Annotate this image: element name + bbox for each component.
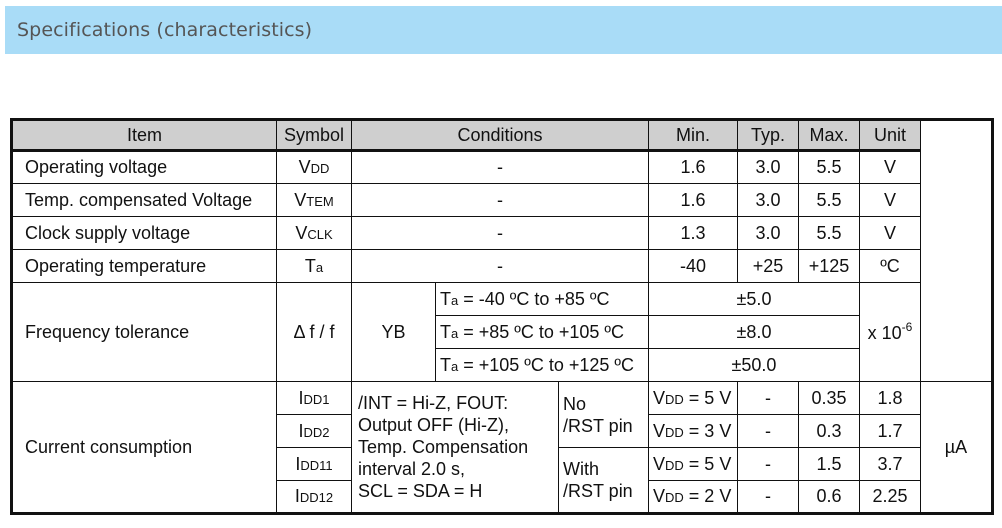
row-max: 5.5 [799,184,860,217]
current-vdd: VDD = 5 V [649,448,738,481]
row-unit: ºC [860,250,921,283]
row-max: 3.7 [860,448,921,481]
current-symbol: IDD1 [277,382,352,415]
table-row [12,151,993,184]
row-item: Operating voltage [12,151,277,184]
row-unit: V [860,151,921,184]
row-typ: 3.0 [738,151,799,184]
row-symbol: VCLK [277,217,352,250]
header-max: Max. [799,120,860,151]
row-max: 1.8 [860,382,921,415]
row-unit: V [860,217,921,250]
current-unit: µA [921,382,993,514]
row-conditions: - [352,151,649,184]
row-max: 5.5 [799,151,860,184]
freq-symbol: Δ f / f [277,283,352,382]
row-conditions: - [352,184,649,217]
row-unit: V [860,184,921,217]
freq-unit: x $10^{-6}$ [860,283,921,382]
freq-grade: YB [352,283,436,382]
row-min: 1.6 [649,151,738,184]
row-max: 5.5 [799,217,860,250]
header-conditions: Conditions [352,120,649,151]
row-max: 2.25 [860,481,921,514]
table-row [12,217,993,250]
row-symbol: VTEM [277,184,352,217]
row-typ: 0.3 [799,415,860,448]
row-min: - [738,481,799,514]
freq-condition: Ta = +85 ºC to +105 ºC [436,316,649,349]
current-symbol: IDD12 [277,481,352,514]
freq-value: ±5.0 [649,283,860,316]
header-item: Item [12,120,277,151]
section-banner [5,6,1002,54]
header-unit: Unit [860,120,921,151]
table-row [12,184,993,217]
row-conditions: - [352,217,649,250]
header-row [12,120,993,151]
freq-condition: Ta = -40 ºC to +85 ºC [436,283,649,316]
freq-condition: Ta = +105 ºC to +125 ºC [436,349,649,382]
specifications-table [10,118,994,515]
row-item: Clock supply voltage [12,217,277,250]
current-symbol: IDD2 [277,415,352,448]
row-symbol: VDD [277,151,352,184]
row-min: - [738,448,799,481]
header-min: Min. [649,120,738,151]
row-symbol: Ta [277,250,352,283]
current-symbol: IDD11 [277,448,352,481]
section-title: Specifications (characteristics) [17,19,313,41]
current-vdd: VDD = 2 V [649,481,738,514]
row-typ: 0.35 [799,382,860,415]
row-conditions: - [352,250,649,283]
table-row [12,283,993,316]
row-min: - [738,382,799,415]
header-symbol: Symbol [277,120,352,151]
row-min: -40 [649,250,738,283]
header-typ: Typ. [738,120,799,151]
freq-item: Frequency tolerance [12,283,277,382]
table-row [12,382,993,415]
current-vdd: VDD = 3 V [649,415,738,448]
freq-value: ±8.0 [649,316,860,349]
row-max: +125 [799,250,860,283]
row-min: 1.3 [649,217,738,250]
row-typ: 1.5 [799,448,860,481]
current-item: Current consumption [12,382,277,514]
row-item: Operating temperature [12,250,277,283]
table-row [12,250,993,283]
current-vdd: VDD = 5 V [649,382,738,415]
freq-value: ±50.0 [649,349,860,382]
no-rst-pin-label: No /RST pin [559,382,649,448]
row-typ: 3.0 [738,217,799,250]
row-item: Temp. compensated Voltage [12,184,277,217]
row-typ: +25 [738,250,799,283]
with-rst-pin-label: With /RST pin [559,448,649,514]
current-conditions: /INT = Hi-Z, FOUT: Output OFF (Hi-Z), Temp. Compensation interval 2.0 s, SCL = SDA = H [352,382,559,514]
row-typ: 3.0 [738,184,799,217]
row-min: 1.6 [649,184,738,217]
row-max: 1.7 [860,415,921,448]
row-typ: 0.6 [799,481,860,514]
row-min: - [738,415,799,448]
